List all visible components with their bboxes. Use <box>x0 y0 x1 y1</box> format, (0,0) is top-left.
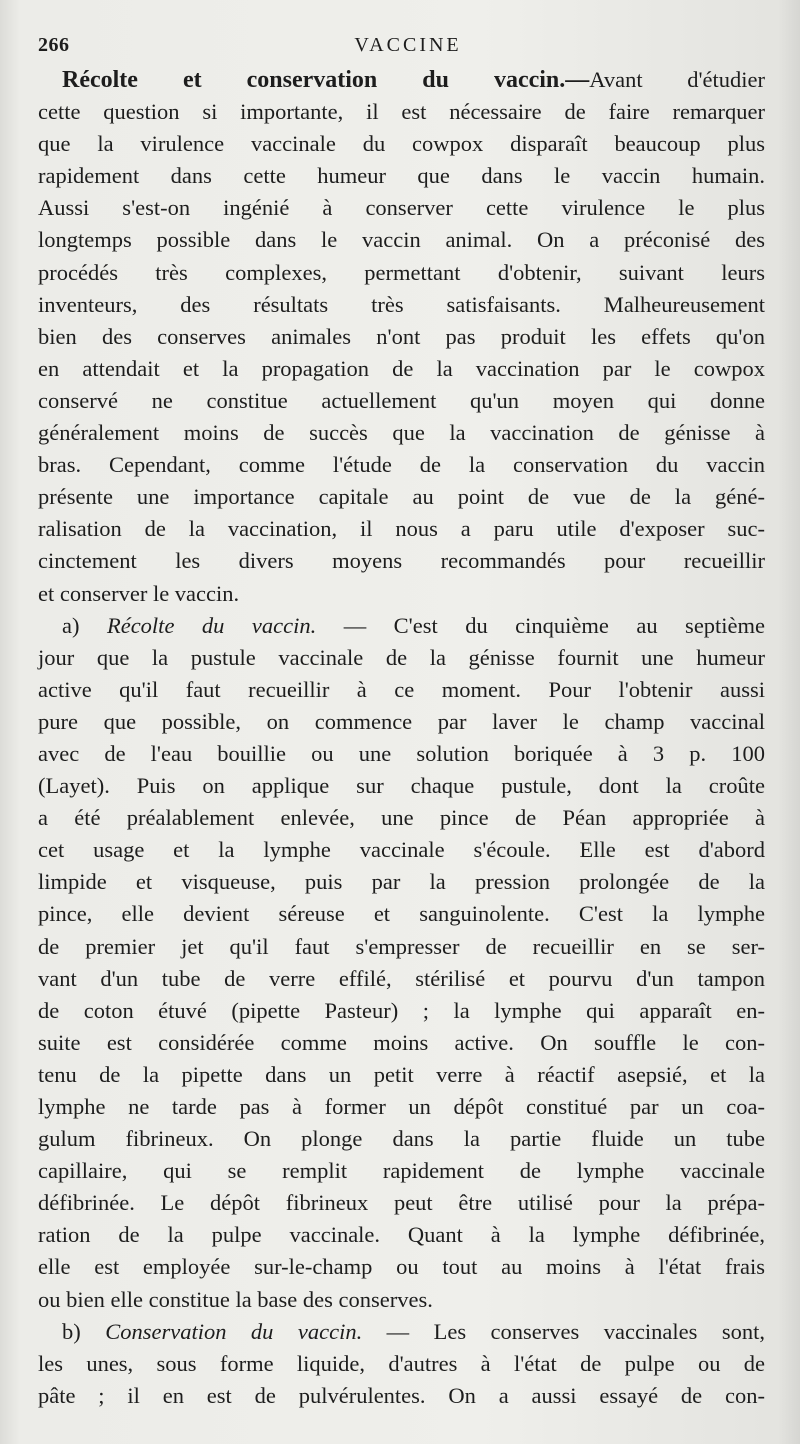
text-line: elle est employée sur-le-champ ou tout au moins à l'état frais <box>38 1254 765 1280</box>
text-line: cet usage et la lymphe vaccinale s'écoule. Elle est d'abord <box>38 837 765 863</box>
text-line: Les conserves vaccinales sont, <box>433 1318 765 1344</box>
text-line: pâte ; il en est de pulvérulentes. On a aussi essayé de con- <box>38 1382 765 1408</box>
text-line: C'est du cinquième au septième <box>393 612 766 638</box>
subsection-a-dash: — <box>343 612 367 638</box>
text-line: en attendait et la propagation de la vaccination par le cowpox <box>38 355 765 381</box>
text-line: avec de l'eau bouillie ou une solution boriquée à 3 p. 100 <box>38 740 765 766</box>
text-line: ralisation de la vaccination, il nous a paru utile d'exposer suc- <box>38 516 765 542</box>
text-line: lymphe ne tarde pas à former un dépôt constitué par un coa- <box>38 1094 765 1119</box>
subsection-b-label: b) <box>62 1318 81 1344</box>
section-title: Récolte et conservation du vaccin.— <box>62 67 590 93</box>
text-line: ration de la pulpe vaccinale. Quant à la lymphe défibrinée, <box>38 1222 765 1248</box>
page-header <box>38 34 778 60</box>
text-line: limpide et visqueuse, puis par la pression prolongée de la <box>38 869 765 895</box>
text-line: rapidement dans cette humeur que dans le vaccin humain. <box>38 163 765 189</box>
text-line: cinctement les divers moyens recommandés pour recueillir <box>38 548 765 574</box>
subsection-b-title: Conservation du vaccin. <box>105 1318 363 1344</box>
text-line: pure que possible, on commence par laver le champ vaccinal <box>38 708 765 734</box>
section-heading-line <box>38 64 765 96</box>
text-line: active qu'il faut recueillir à ce moment. Pour l'obtenir aussi <box>38 676 765 702</box>
text-line: pince, elle devient séreuse et sanguinolente. C'est la lymphe <box>38 901 765 927</box>
subsection-a-title: Récolte du vaccin. <box>106 612 317 638</box>
text-line: Aussi s'est-on ingénié à conserver cette virulence le plus <box>38 195 765 221</box>
text-line: a été préalablement enlevée, une pince de Péan appropriée à <box>38 805 765 831</box>
text-line: présente une importance capitale au point de vue de la géné- <box>38 484 765 510</box>
text-line: inventeurs, des résultats très satisfaisants. Malheureusement <box>38 291 765 317</box>
text-line: Avant d'étudier <box>589 67 765 92</box>
text-line: (Layet). Puis on applique sur chaque pustule, dont la croûte <box>38 773 765 799</box>
text-line: conservé ne constitue actuellement qu'un moyen qui donne <box>38 387 765 413</box>
page-edge-shadow <box>778 0 800 1444</box>
text-line: bien des conserves animales n'ont pas produit les effets qu'on <box>38 323 765 349</box>
text-line: et conserver le vaccin. <box>38 580 240 606</box>
text-line: que la virulence vaccinale du cowpox disparaît beaucoup plus <box>38 131 765 157</box>
running-head: VACCINE <box>354 34 462 56</box>
page-number: 266 <box>38 34 70 56</box>
text-line: les unes, sous forme liquide, d'autres à l'état de pulpe ou de <box>38 1350 765 1376</box>
text-line: défibrinée. Le dépôt fibrineux peut être utilisé pour la prépa- <box>38 1190 765 1216</box>
text-line: généralement moins de succès que la vaccination de génisse à <box>38 420 765 446</box>
text-line: jour que la pustule vaccinale de la génisse fournit une humeur <box>38 644 765 670</box>
page-body <box>38 64 765 1412</box>
text-line: tenu de la pipette dans un petit verre à réactif asepsié, et la <box>38 1061 765 1087</box>
subsection-b-heading-line <box>38 1316 765 1348</box>
text-line: ou bien elle constitue la base des conserves. <box>38 1286 433 1312</box>
text-line: capillaire, qui se remplit rapidement de lymphe vaccinale <box>38 1158 765 1184</box>
text-line: gulum fibrineux. On plonge dans la partie fluide un tube <box>38 1126 765 1152</box>
subsection-b-dash: — <box>386 1318 410 1344</box>
text-line: procédés très complexes, permettant d'obtenir, suivant leurs <box>38 259 765 285</box>
text-line: cette question si importante, il est nécessaire de faire remarquer <box>38 99 765 125</box>
text-line: suite est considérée comme moins active. On souffle le con- <box>38 1029 765 1055</box>
subsection-a-heading-line <box>38 610 765 642</box>
text-line: de coton étuvé (pipette Pasteur) ; la lymphe qui apparaît en- <box>38 997 765 1023</box>
subsection-a-label: a) <box>62 612 80 638</box>
text-line: bras. Cependant, comme l'étude de la conservation du vaccin <box>38 452 765 478</box>
text-line: de premier jet qu'il faut s'empresser de recueillir en se ser- <box>38 933 765 959</box>
text-line: vant d'un tube de verre effilé, stérilisé et pourvu d'un tampon <box>38 965 765 991</box>
text-line: longtemps possible dans le vaccin animal. On a préconisé des <box>38 227 765 253</box>
